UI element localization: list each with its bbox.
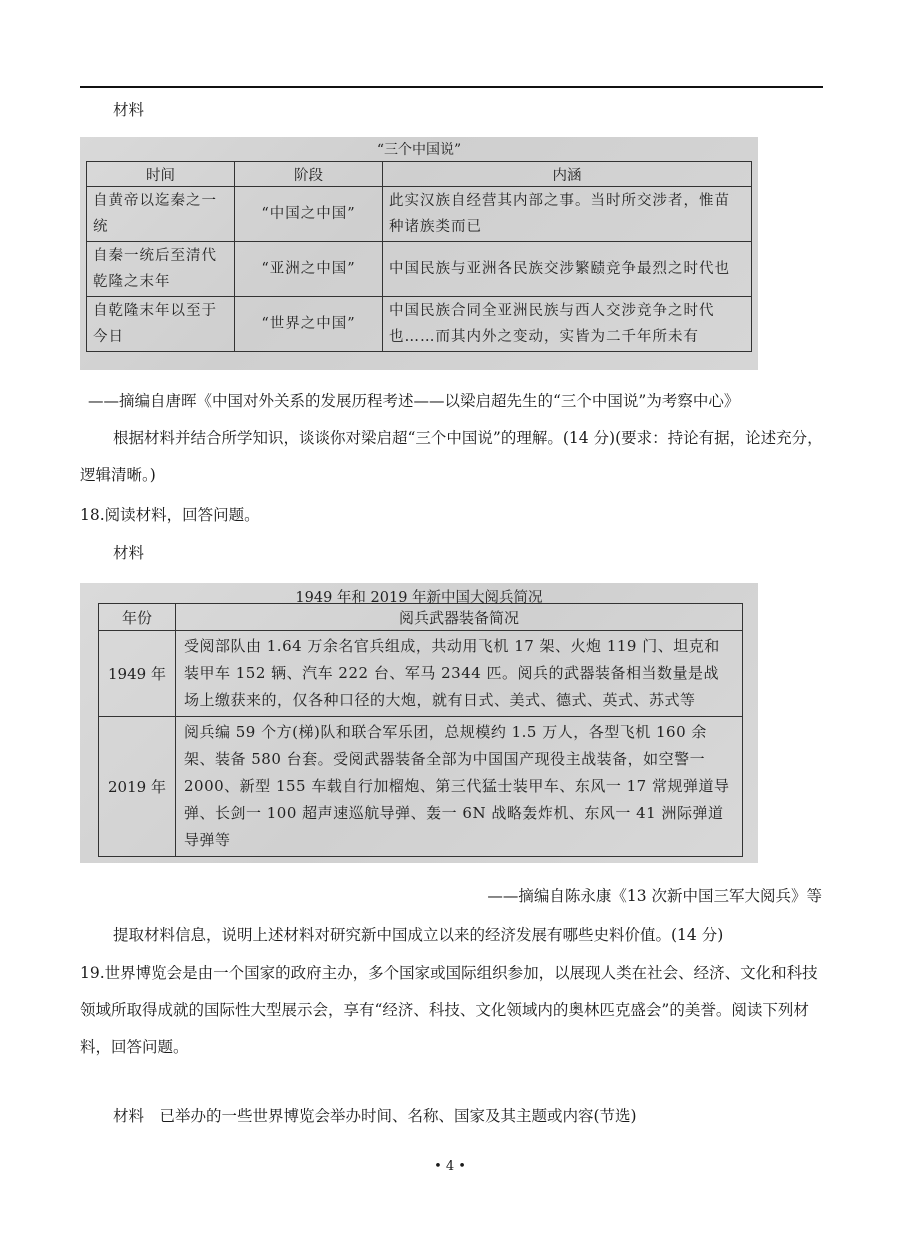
page-number: • 4 • [434, 1159, 466, 1174]
stage-cell: “世界之中国” [235, 297, 383, 352]
stage-cell: “中国之中国” [235, 187, 383, 242]
table2-photo [80, 583, 758, 863]
table1-photo [80, 137, 758, 370]
stage-cell: “亚洲之中国” [235, 242, 383, 297]
year-cell: 1949 年 [99, 631, 176, 717]
table1-header: 内涵 [383, 162, 752, 187]
table1-header-row [87, 162, 752, 187]
table1-header: 阶段 [235, 162, 383, 187]
material-label-1: 材料 [113, 101, 145, 119]
table2-header-row [99, 604, 743, 631]
top-rule [80, 86, 823, 88]
equipment-cell: 受阅部队由 1.64 万余名官兵组成，共动用飞机 17 架、火炮 119 门、坦克和装甲车 152 辆、汽车 222 台、军马 2344 匹。阅兵的武器装备相当数量是战场上缴获来的，仅各种口径的大炮，就有日式、美式、德式、英式、苏式等 [176, 631, 743, 717]
table1-caption: “三个中国说” [376, 142, 462, 158]
question-18: 提取材料信息，说明上述材料对研究新中国成立以来的经济发展有哪些史料价值。(14 分) [113, 926, 724, 944]
table1-header: 时间 [87, 162, 235, 187]
period-cell: 自秦一统后至清代乾隆之末年 [87, 242, 235, 297]
table2-caption: 1949 年和 2019 年新中国大阅兵简况 [295, 590, 543, 606]
year-cell: 2019 年 [99, 717, 176, 857]
meaning-cell: 中国民族与亚洲各民族交涉繁赜竞争最烈之时代也 [383, 242, 752, 297]
source-citation-1: ——摘编自唐晖《中国对外关系的发展历程考述——以梁启超先生的“三个中国说”为考察中心》 [88, 392, 740, 410]
period-cell: 自乾隆末年以至于今日 [87, 297, 235, 352]
table2-header: 阅兵武器装备简况 [176, 604, 743, 631]
period-cell: 自黄帝以迄秦之一统 [87, 187, 235, 242]
table2-header: 年份 [99, 604, 176, 631]
table-row [87, 242, 752, 297]
meaning-cell: 中国民族合同全亚洲民族与西人交涉竞争之时代也……而其内外之变动，实皆为二千年所未有 [383, 297, 752, 352]
question-19-material: 材料 已举办的一些世界博览会举办时间、名称、国家及其主题或内容(节选) [113, 1107, 637, 1125]
material-label-2: 材料 [113, 544, 145, 562]
table-row [99, 717, 743, 857]
question-19-intro: 19.世界博览会是由一个国家的政府主办，多个国家或国际组织参加，以展现人类在社会、经济、文化和科技领域所取得成就的国际性大型展示会，享有“经济、科技、文化领域内的奥林匹克盛会”的美誉。阅读下列材料，回答问题。 [80, 964, 818, 1056]
source-citation-2: ——摘编自陈永康《13 次新中国三军大阅兵》等 [487, 887, 822, 905]
table-row [87, 297, 752, 352]
equipment-cell: 阅兵编 59 个方(梯)队和联合军乐团，总规模约 1.5 万人，各型飞机 160 余架、装备 580 台套。受阅武器装备全部为中国国产现役主战装备，如空警一 2000、新型 155 车载自行加榴炮、第三代猛士装甲车、东风一 17 常规弹道导弹、长剑一 100 超声速巡航导弹、轰一 6N 战略轰炸机、东风一 41 洲际弹道导弹等 [176, 717, 743, 857]
table-row [87, 187, 752, 242]
table-row [99, 631, 743, 717]
question-17: 根据材料并结合所学知识，谈谈你对梁启超“三个中国说”的理解。(14 分)(要求：持论有据，论述充分，逻辑清晰。) [80, 429, 823, 484]
parade-table [98, 603, 743, 857]
meaning-cell: 此实汉族自经营其内部之事。当时所交涉者，惟苗种诸族类而已 [383, 187, 752, 242]
three-china-table [86, 161, 752, 352]
question-18-title: 18.阅读材料，回答问题。 [80, 506, 260, 524]
